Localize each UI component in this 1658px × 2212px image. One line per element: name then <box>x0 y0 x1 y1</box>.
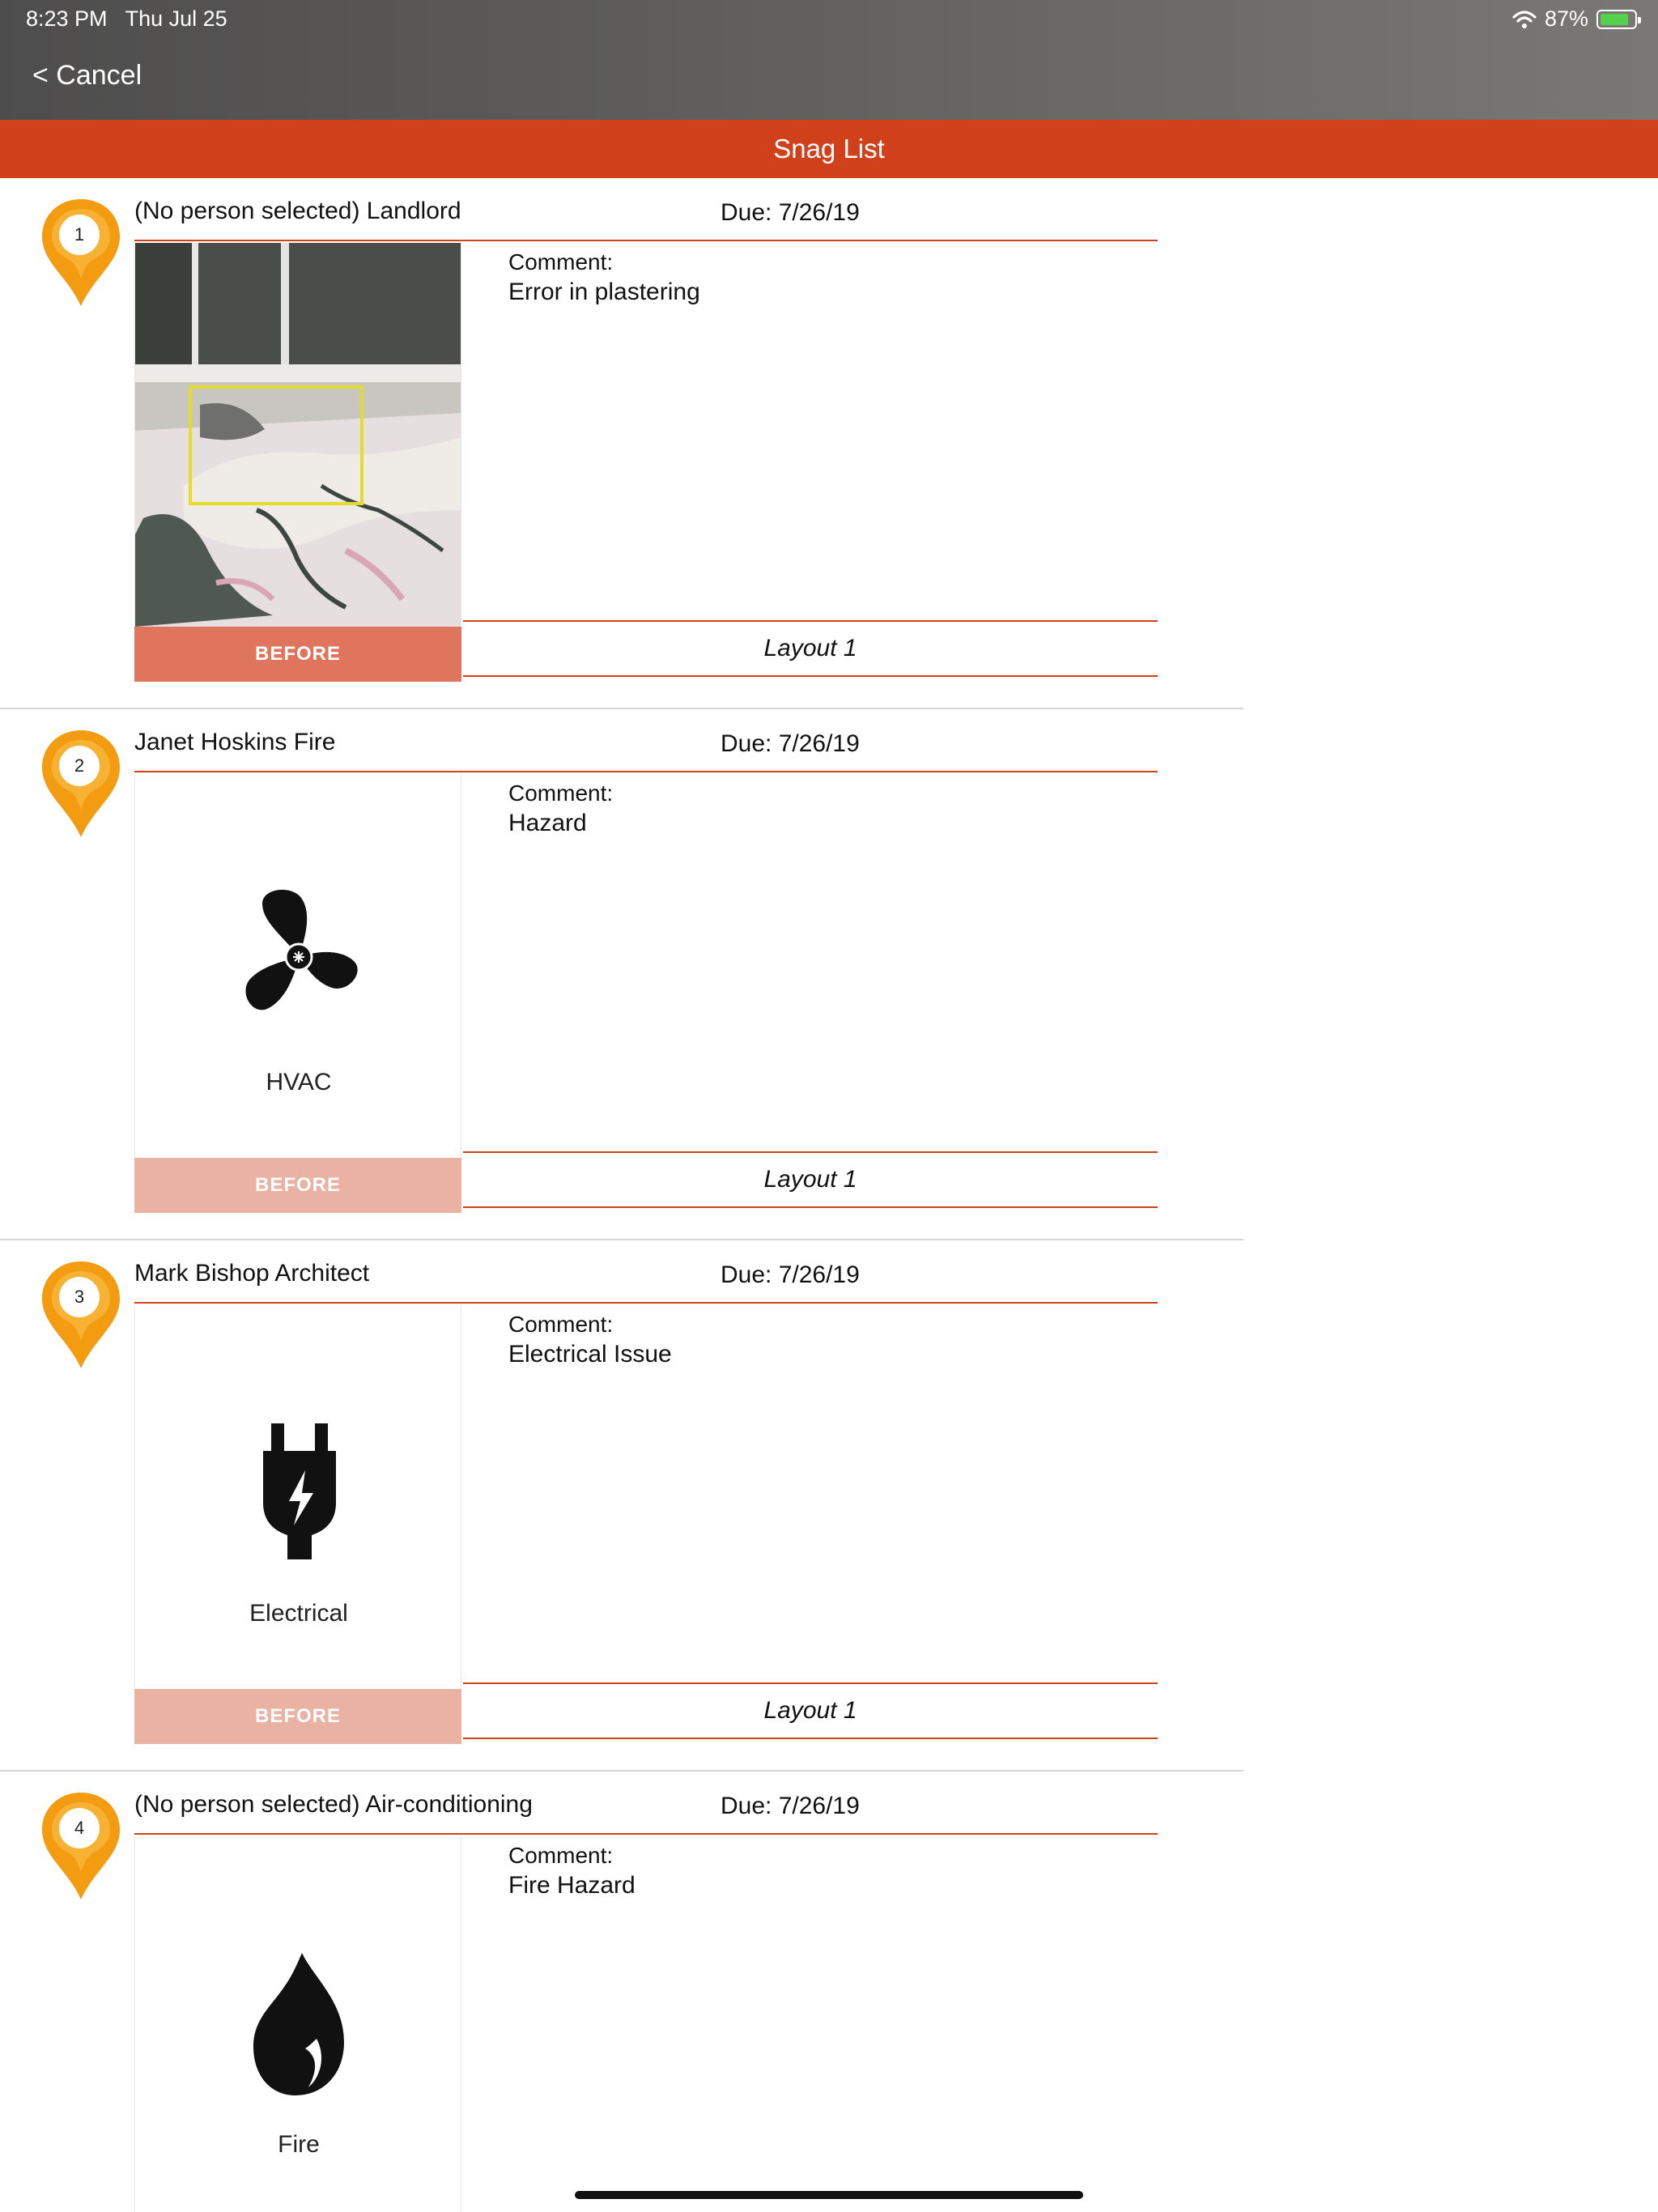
header-divider <box>134 771 1158 772</box>
comment-text: Fire Hazard <box>508 1872 636 1899</box>
assignee-label: (No person selected) Air-conditioning <box>134 1791 533 1818</box>
home-indicator[interactable] <box>575 2191 1083 2199</box>
assignee-label: (No person selected) Landlord <box>134 198 461 224</box>
wifi-icon <box>1512 10 1537 29</box>
snag-photo[interactable] <box>134 243 461 627</box>
status-date: Thu Jul 25 <box>125 6 227 31</box>
layout-link[interactable]: Layout 1 <box>763 1166 857 1193</box>
category-label: Electrical <box>249 1600 348 1627</box>
snag-card[interactable] <box>0 1240 1244 1772</box>
comment-text: Hazard <box>508 810 587 836</box>
pin-number: 1 <box>59 215 100 255</box>
category-thumbnail[interactable] <box>134 1305 461 1689</box>
hvac-fan-icon <box>238 883 359 1044</box>
status-clock: 8:23 PM <box>26 6 108 31</box>
due-date: Due: 7/26/19 <box>721 1261 860 1288</box>
layout-divider-bottom <box>463 1206 1158 1208</box>
comment-label: Comment: <box>508 1843 614 1868</box>
map-pin-icon <box>39 729 123 839</box>
assignee-label: Janet Hoskins Fire <box>134 729 336 755</box>
pin-number: 3 <box>59 1277 100 1317</box>
pin-number: 4 <box>59 1808 100 1848</box>
layout-link[interactable]: Layout 1 <box>763 635 857 661</box>
map-pin-icon <box>39 198 123 308</box>
snag-card[interactable] <box>0 178 1244 709</box>
top-bar <box>0 0 1658 120</box>
category-label: Fire <box>278 2131 320 2158</box>
header-divider <box>134 1833 1158 1835</box>
snag-card[interactable] <box>0 1772 1244 2212</box>
layout-link[interactable]: Layout 1 <box>763 1697 857 1724</box>
fire-flame-icon <box>239 1945 360 2107</box>
snag-card[interactable] <box>0 709 1244 1240</box>
status-time <box>26 6 227 32</box>
category-label: HVAC <box>266 1069 332 1095</box>
before-button[interactable]: BEFORE <box>134 627 461 682</box>
status-right <box>1512 6 1637 32</box>
comment-text: Electrical Issue <box>508 1341 672 1368</box>
battery-charging-icon <box>1596 10 1637 29</box>
header-divider <box>134 240 1158 241</box>
due-date: Due: 7/26/19 <box>721 1793 860 1819</box>
before-button[interactable]: BEFORE <box>134 1158 461 1213</box>
battery-percent: 87% <box>1544 6 1588 31</box>
category-thumbnail[interactable] <box>134 774 461 1158</box>
cancel-button[interactable]: < Cancel <box>32 60 142 91</box>
layout-divider-bottom <box>463 1738 1158 1739</box>
map-pin-icon <box>39 1260 123 1370</box>
comment-label: Comment: <box>508 249 614 274</box>
category-thumbnail[interactable] <box>134 1836 461 2212</box>
electrical-plug-icon <box>239 1414 360 1576</box>
before-button[interactable]: BEFORE <box>134 1689 461 1744</box>
assignee-label: Mark Bishop Architect <box>134 1260 370 1287</box>
comment-label: Comment: <box>508 1312 614 1337</box>
due-date: Due: 7/26/19 <box>721 730 860 757</box>
map-pin-icon <box>39 1791 123 1901</box>
comment-label: Comment: <box>508 781 614 806</box>
due-date: Due: 7/26/19 <box>721 199 860 226</box>
layout-divider-bottom <box>463 675 1158 677</box>
header-divider <box>134 1302 1158 1304</box>
photo-thumbnail <box>135 243 461 627</box>
comment-text: Error in plastering <box>508 279 700 305</box>
pin-number: 2 <box>59 746 100 786</box>
page-title: Snag List <box>0 120 1658 178</box>
